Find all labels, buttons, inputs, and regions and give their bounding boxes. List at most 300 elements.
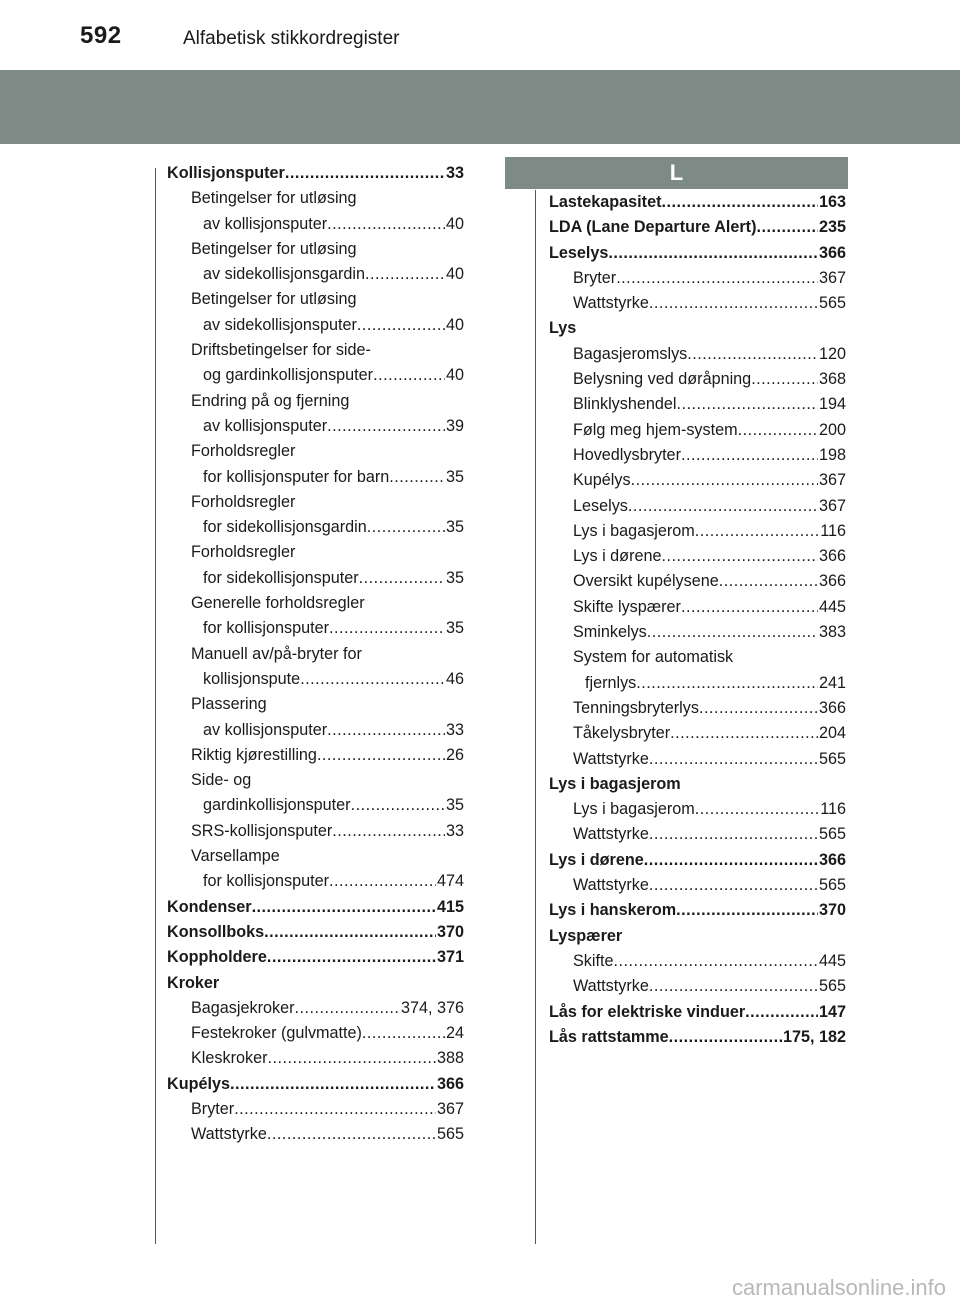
entry-label: Wattstyrke: [573, 749, 649, 768]
index-column-right: [549, 190, 846, 1050]
dot-leader: [362, 1021, 445, 1046]
entry-page-number: 370: [818, 901, 846, 920]
entry-page-number: 474: [436, 872, 464, 891]
entry-label: Wattstyrke: [573, 294, 649, 313]
entry-page-number: [463, 490, 464, 515]
entry-page-number: 367: [436, 1099, 464, 1118]
entry-label: SRS-kollisjonsputer: [191, 821, 333, 840]
index-entry: [549, 671, 846, 696]
index-column-left: [167, 161, 464, 1148]
index-entry: [167, 945, 464, 970]
entry-label: og gardinkollisjonsputer: [203, 366, 374, 385]
entry-page-number: 194: [818, 395, 846, 414]
entry-label: fjernlys: [585, 673, 637, 692]
entry-label: Kupélys: [573, 471, 631, 490]
dot-leader: [649, 747, 818, 772]
entry-label: Wattstyrke: [573, 977, 649, 996]
entry-label: for sidekollisjonsgardin: [203, 518, 367, 537]
entry-label: Bryter: [573, 268, 617, 287]
entry-page-number: 147: [818, 1002, 846, 1021]
index-entry: [549, 772, 846, 797]
entry-page-number: 366: [818, 698, 846, 717]
entry-page-number: 367: [818, 496, 846, 515]
entry-label: Tenningsbryterlys: [573, 698, 699, 717]
index-entry: [549, 367, 846, 392]
dot-leader: [329, 616, 445, 641]
entry-label: Skifte lyspærer: [573, 597, 681, 616]
index-entry: [549, 974, 846, 999]
letter-heading: L: [505, 157, 848, 189]
entry-label: Leselys: [549, 243, 609, 262]
entry-label: Lys: [549, 319, 577, 338]
entry-page-number: [463, 186, 464, 211]
dot-leader: [327, 212, 445, 237]
dot-leader: [649, 291, 818, 316]
entry-label: Wattstyrke: [573, 825, 649, 844]
dot-leader: [389, 465, 445, 490]
entry-page-number: 40: [445, 366, 464, 385]
dot-leader: [362, 642, 463, 667]
entry-page-number: [845, 924, 846, 949]
index-entry: [167, 313, 464, 338]
dot-leader: [628, 494, 818, 519]
entry-page-number: 565: [818, 876, 846, 895]
dot-leader: [669, 1025, 782, 1050]
index-entry: [549, 595, 846, 620]
entry-page-number: 204: [818, 724, 846, 743]
index-entry: [549, 443, 846, 468]
entry-label: Kollisjonsputer: [167, 164, 285, 182]
index-entry: [549, 898, 846, 923]
dot-leader: [647, 620, 818, 645]
entry-page-number: 40: [445, 315, 464, 334]
entry-label: Festekroker (gulvmatte): [191, 1024, 362, 1043]
dot-leader: [351, 793, 445, 818]
index-entry: [167, 262, 464, 287]
entry-page-number: [463, 844, 464, 869]
dot-leader: [608, 241, 818, 266]
index-entry: [167, 566, 464, 591]
entry-label: Lyspærer: [549, 926, 623, 945]
entry-label: Lys i bagasjerom: [573, 800, 695, 819]
index-entry: [549, 241, 846, 266]
entry-label: Konsollboks: [167, 922, 265, 941]
entry-page-number: 366: [436, 1074, 464, 1093]
index-entry: [549, 418, 846, 443]
index-entry: [167, 540, 464, 565]
index-entry: [549, 569, 846, 594]
entry-page-number: 120: [818, 344, 846, 363]
entry-page-number: 445: [818, 951, 846, 970]
entry-page-number: [463, 971, 464, 996]
entry-label: Forholdsregler: [191, 543, 296, 562]
entry-label: av kollisjonsputer: [203, 720, 328, 739]
dot-leader: [357, 287, 463, 312]
entry-page-number: 565: [436, 1125, 464, 1144]
entry-label: Manuell av/på-bryter for: [191, 644, 362, 663]
dot-leader: [357, 313, 445, 338]
entry-label: Kondenser: [167, 897, 252, 916]
entry-page-number: 39: [445, 416, 464, 435]
index-entry: [549, 190, 846, 215]
entry-label: Bagasjeromslys: [573, 344, 688, 363]
index-entry: [167, 338, 464, 363]
entry-label: Endring på og fjerning: [191, 391, 350, 410]
index-entry: [549, 696, 846, 721]
dot-leader: [373, 363, 445, 388]
entry-label: Wattstyrke: [573, 876, 649, 895]
entry-label: for kollisjonsputer: [203, 872, 329, 891]
entry-label: for kollisjonsputer for barn: [203, 467, 390, 486]
dot-leader: [295, 540, 463, 565]
entry-page-number: [463, 692, 464, 717]
entry-label: Betingelser for utløsing: [191, 189, 357, 208]
dot-leader: [371, 338, 463, 363]
middle-divider: [535, 190, 536, 1244]
entry-label: kollisjonspute: [203, 669, 301, 688]
index-entry: [167, 439, 464, 464]
page-title: Alfabetisk stikkordregister: [183, 28, 400, 49]
index-entry: [549, 848, 846, 873]
entry-page-number: 26: [445, 745, 464, 764]
dot-leader: [230, 1072, 436, 1097]
entry-page-number: 175, 182: [782, 1027, 846, 1046]
entry-label: Betingelser for utløsing: [191, 290, 357, 309]
entry-page-number: [463, 287, 464, 312]
index-entry: [549, 468, 846, 493]
entry-label: Generelle forholdsregler: [191, 594, 365, 613]
index-entry: [549, 1025, 846, 1050]
entry-page-number: 367: [818, 471, 846, 490]
entry-page-number: [463, 439, 464, 464]
index-entry: [167, 971, 464, 996]
entry-page-number: [463, 237, 464, 262]
index-entry: [549, 291, 846, 316]
index-entry: [549, 924, 846, 949]
entry-page-number: 383: [818, 623, 846, 642]
dot-leader: [661, 544, 818, 569]
page-header: [0, 0, 960, 66]
entry-label: Lastekapasitet: [549, 193, 662, 211]
entry-page-number: 35: [445, 518, 464, 537]
entry-page-number: [845, 772, 846, 797]
index-entry: [167, 591, 464, 616]
entry-page-number: 366: [818, 850, 846, 869]
entry-label: Tåkelysbryter: [573, 724, 671, 743]
dot-leader: [745, 1000, 818, 1025]
dot-leader: [359, 566, 445, 591]
dot-leader: [695, 519, 819, 544]
entry-label: av sidekollisjonsgardin: [203, 265, 365, 284]
entry-label: Riktig kjørestilling: [191, 745, 317, 764]
entry-label: Lys i bagasjerom: [549, 774, 681, 793]
dot-leader: [267, 1046, 436, 1071]
dot-leader: [327, 718, 445, 743]
entry-label: Betingelser for utløsing: [191, 239, 357, 258]
dot-leader: [699, 696, 818, 721]
entry-label: Kupélys: [167, 1074, 230, 1093]
dot-leader: [295, 490, 463, 515]
entry-label: Sminkelys: [573, 623, 647, 642]
index-entry: [167, 161, 464, 186]
entry-label: Hovedlysbryter: [573, 445, 681, 464]
entry-page-number: 366: [818, 547, 846, 566]
entry-page-number: 116: [820, 521, 846, 540]
index-entry: [167, 465, 464, 490]
dot-leader: [719, 569, 818, 594]
index-entry: [549, 544, 846, 569]
entry-page-number: 40: [445, 265, 464, 284]
index-entry: [167, 1046, 464, 1071]
index-entry: [167, 642, 464, 667]
dot-leader: [329, 869, 436, 894]
entry-page-number: 388: [436, 1049, 464, 1068]
entry-page-number: 35: [445, 619, 464, 638]
entry-page-number: 33: [445, 164, 464, 182]
index-entry: [549, 392, 846, 417]
dot-leader: [349, 389, 463, 414]
index-entry: [549, 342, 846, 367]
index-entry: [167, 363, 464, 388]
entry-label: av kollisjonsputer: [203, 416, 328, 435]
index-entry: [167, 768, 464, 793]
entry-page-number: 368: [818, 370, 846, 389]
entry-page-number: 367: [818, 268, 846, 287]
entry-page-number: [463, 768, 464, 793]
dot-leader: [649, 974, 818, 999]
index-entry: [549, 519, 846, 544]
dot-leader: [367, 515, 445, 540]
index-entry: [549, 316, 846, 341]
dot-leader: [751, 367, 818, 392]
dot-leader: [357, 186, 463, 211]
dot-leader: [681, 443, 818, 468]
dot-leader: [756, 215, 818, 240]
index-entry: [167, 515, 464, 540]
dot-leader: [267, 1122, 436, 1147]
entry-page-number: 366: [818, 572, 846, 591]
watermark: carmanualsonline.info: [731, 1275, 946, 1300]
entry-page-number: 33: [445, 720, 464, 739]
dot-leader: [357, 237, 463, 262]
entry-label: Leselys: [573, 496, 628, 515]
index-entry: [549, 822, 846, 847]
entry-page-number: 371: [436, 948, 464, 967]
index-entry: [167, 895, 464, 920]
dot-leader: [676, 392, 818, 417]
entry-label: Følg meg hjem-system: [573, 420, 738, 439]
index-entry: [167, 414, 464, 439]
entry-page-number: 565: [818, 294, 846, 313]
entry-label: Forholdsregler: [191, 442, 296, 461]
index-entry: [167, 844, 464, 869]
entry-page-number: 200: [818, 420, 846, 439]
index-entry: [549, 949, 846, 974]
dot-leader: [649, 822, 818, 847]
dot-leader: [285, 161, 445, 186]
index-entry: [167, 237, 464, 262]
dot-leader: [636, 671, 818, 696]
dot-leader: [681, 772, 845, 797]
entry-label: Lås for elektriske vinduer: [549, 1002, 746, 1021]
entry-page-number: [463, 642, 464, 667]
entry-label: System for automatisk: [573, 648, 734, 667]
entry-page-number: 366: [818, 243, 846, 262]
dot-leader: [676, 898, 818, 923]
entry-label: Varsellampe: [191, 847, 280, 866]
index-entry: [167, 996, 464, 1021]
dot-leader: [327, 414, 445, 439]
index-entry: [167, 490, 464, 515]
page-number: 592: [80, 22, 122, 49]
entry-page-number: 565: [818, 977, 846, 996]
entry-label: Blinklyshendel: [573, 395, 677, 414]
dot-leader: [219, 971, 463, 996]
index-entry: [167, 212, 464, 237]
entry-label: Bryter: [191, 1099, 235, 1118]
entry-page-number: 35: [445, 467, 464, 486]
entry-page-number: 40: [445, 214, 464, 233]
index-entry: [167, 869, 464, 894]
entry-page-number: 445: [818, 597, 846, 616]
entry-page-number: 24: [445, 1024, 464, 1043]
entry-page-number: 35: [445, 796, 464, 815]
dot-leader: [661, 190, 818, 215]
dot-leader: [280, 844, 463, 869]
dot-leader: [365, 591, 463, 616]
entry-page-number: 374, 376: [400, 998, 464, 1017]
index-entry: [549, 645, 846, 670]
entry-page-number: [463, 591, 464, 616]
index-entry: [549, 721, 846, 746]
index-entry: [167, 692, 464, 717]
entry-page-number: [845, 645, 846, 670]
entry-page-number: [463, 540, 464, 565]
dot-leader: [267, 945, 436, 970]
dot-leader: [644, 848, 818, 873]
index-entry: [167, 287, 464, 312]
entry-page-number: [463, 389, 464, 414]
dot-leader: [631, 468, 818, 493]
index-entry: [549, 215, 846, 240]
dot-leader: [614, 949, 818, 974]
dot-leader: [332, 819, 445, 844]
index-entry: [549, 873, 846, 898]
entry-page-number: 33: [445, 821, 464, 840]
entry-label: Kleskroker: [191, 1049, 268, 1068]
left-divider: [155, 168, 156, 1244]
dot-leader: [294, 996, 400, 1021]
entry-page-number: 198: [818, 445, 846, 464]
entry-label: for sidekollisjonsputer: [203, 568, 359, 587]
dot-leader: [576, 316, 845, 341]
index-entry: [167, 389, 464, 414]
entry-page-number: 46: [445, 669, 464, 688]
entry-page-number: [845, 316, 846, 341]
entry-page-number: 241: [818, 673, 846, 692]
index-entry: [549, 494, 846, 519]
entry-page-number: 565: [818, 749, 846, 768]
index-entry: [167, 718, 464, 743]
entry-label: Lås rattstamme: [549, 1027, 669, 1046]
entry-page-number: 235: [818, 218, 846, 237]
index-entry: [549, 797, 846, 822]
entry-page-number: 163: [818, 193, 846, 211]
dot-leader: [300, 667, 445, 692]
entry-page-number: 35: [445, 568, 464, 587]
index-entry: [167, 1097, 464, 1122]
dot-leader: [733, 645, 845, 670]
entry-label: Side- og: [191, 771, 252, 790]
dot-leader: [622, 924, 845, 949]
entry-label: av sidekollisjonsputer: [203, 315, 357, 334]
index-entry: [549, 1000, 846, 1025]
entry-page-number: 415: [436, 897, 464, 916]
entry-label: Lys i hanskerom: [549, 901, 677, 920]
index-entry: [549, 747, 846, 772]
dot-leader: [365, 262, 445, 287]
dot-leader: [681, 595, 818, 620]
dot-leader: [687, 342, 818, 367]
index-entry: [167, 920, 464, 945]
index-entry: [167, 743, 464, 768]
entry-label: Kroker: [167, 973, 220, 992]
entry-page-number: 370: [436, 922, 464, 941]
entry-label: gardinkollisjonsputer: [203, 796, 351, 815]
dot-leader: [251, 768, 463, 793]
entry-label: Lys i dørene: [549, 850, 644, 869]
entry-label: Forholdsregler: [191, 492, 296, 511]
entry-label: Oversikt kupélysene: [573, 572, 719, 591]
dot-leader: [649, 873, 818, 898]
index-entry: [549, 266, 846, 291]
entry-page-number: 565: [818, 825, 846, 844]
index-entry: [167, 1021, 464, 1046]
dot-leader: [295, 439, 463, 464]
dot-leader: [252, 895, 436, 920]
entry-label: Driftsbetingelser for side-: [191, 341, 371, 360]
index-entry: [167, 667, 464, 692]
entry-label: Belysning ved døråpning: [573, 370, 752, 389]
index-entry: [549, 620, 846, 645]
dot-leader: [738, 418, 818, 443]
index-entry: [167, 616, 464, 641]
entry-label: Plassering: [191, 695, 267, 714]
dot-leader: [317, 743, 445, 768]
entry-label: Lys i bagasjerom: [573, 521, 695, 540]
entry-label: LDA (Lane Departure Alert): [549, 218, 757, 237]
entry-label: Lys i dørene: [573, 547, 662, 566]
entry-page-number: [463, 338, 464, 363]
index-entry: [167, 819, 464, 844]
header-band: [0, 70, 960, 144]
entry-label: Bagasjekroker: [191, 998, 295, 1017]
dot-leader: [264, 920, 436, 945]
dot-leader: [616, 266, 818, 291]
dot-leader: [234, 1097, 436, 1122]
entry-page-number: 116: [820, 800, 846, 819]
entry-label: av kollisjonsputer: [203, 214, 328, 233]
index-entry: [167, 1072, 464, 1097]
entry-label: Koppholdere: [167, 948, 267, 967]
dot-leader: [670, 721, 818, 746]
dot-leader: [695, 797, 819, 822]
index-entry: [167, 1122, 464, 1147]
index-entry: [167, 793, 464, 818]
index-entry: [167, 186, 464, 211]
dot-leader: [267, 692, 463, 717]
entry-label: for kollisjonsputer: [203, 619, 329, 638]
